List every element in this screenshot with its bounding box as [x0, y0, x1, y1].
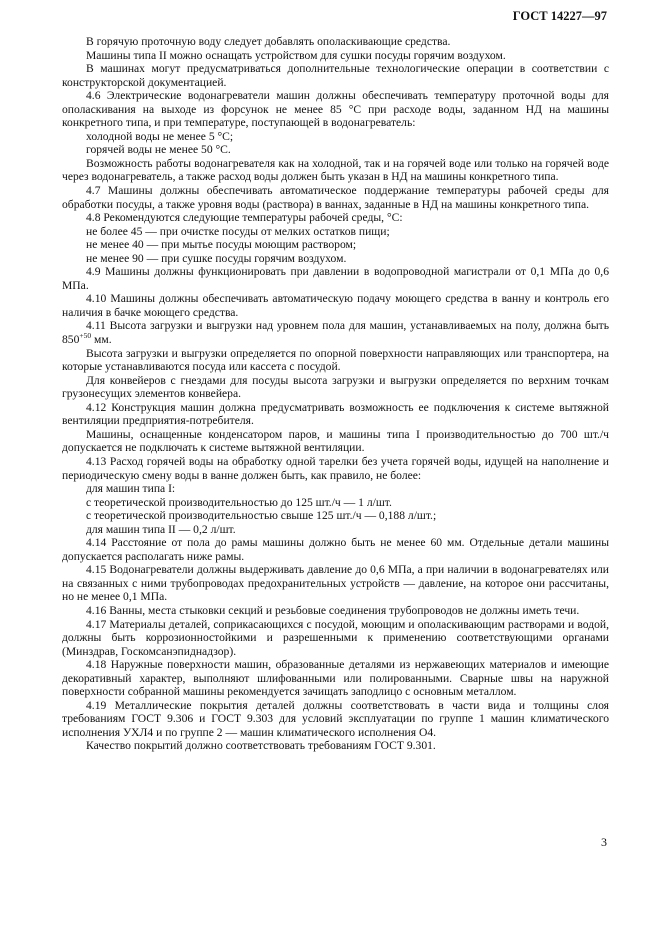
paragraph: Машины, оснащенные конденсатором паров, и машины типа I производительностью до 700 шт./ч допускается не подключать к системе вытяжной вентиляции. [62, 427, 609, 455]
document-code: ГОСТ 14227—97 [512, 9, 607, 23]
paragraph-group [62, 347, 609, 753]
tolerance-superscript: +50 [79, 331, 92, 341]
page-number: 3 [601, 835, 607, 849]
paragraph: В горячую проточную воду следует добавлять ополаскивающие средства. [86, 35, 451, 48]
paragraph: Качество покрытий должно соответствовать требованиям ГОСТ 9.301. [86, 739, 436, 753]
paragraph: Высота загрузки и выгрузки определяется по опорной поверхности направляющих или транспортера, на которые устанавливаются посуда или кассета с посудой. [62, 346, 609, 374]
paragraph: горячей воды не менее 50 °С. [86, 143, 231, 157]
paragraph: Возможность работы водонагревателя как на холодной, так и на горячей воде или только на горячей воде через водонагреватель, а также расход воды должен быть указан в НД на машины конкретного типа. [62, 156, 609, 184]
paragraph: не менее 40 — при мытье посуды моющим раствором; [86, 238, 357, 252]
paragraph: 4.12 Конструкция машин должна предусматривать возможность ее подключения к системе вытяжной вентиляции предприятия-потребителя. [62, 400, 609, 428]
document-body [62, 35, 609, 753]
paragraph-text: 4.11 Высота загрузки и выгрузки над уровнем пола для машин, устанавливаемых на полу, должна быть 850 [62, 319, 609, 347]
paragraph: холодной воды не менее 5 °С; [86, 129, 234, 143]
paragraph: В машинах могут предусматриваться дополнительные технологические операции в соответствии с конструкторской документацией. [62, 62, 609, 89]
paragraph: 4.6 Электрические водонагреватели машин должны обеспечивать температуру проточной воды для ополаскивания на выходе из форсунок не менее 85 °С при расходе воды, заданном НД на машины конкретного типа, и при температуре, поступающей в водонагреватель: [62, 89, 609, 130]
paragraph: 4.15 Водонагреватели должны выдерживать давление до 0,6 МПа, а при наличии в водонагревателях или на связанных с ними трубопроводах предохранительных устройств — давление, на которое они рассчитаны, но не менее 0,1 МПа. [62, 563, 609, 604]
paragraph-text: мм. [91, 333, 112, 347]
paragraph-4-11 [62, 319, 609, 346]
paragraph: Машины типа II можно оснащать устройством для сушки посуды горячим воздухом. [86, 48, 506, 62]
paragraph: не менее 90 — при сушке посуды горячим воздухом. [86, 251, 347, 265]
paragraph: для машин типа II — 0,2 л/шт. [86, 522, 236, 536]
paragraph: 4.13 Расход горячей воды на обработку одной тарелки без учета горячей воды, идущей на наполнение и периодическую смену воды в ванне должен быть, как правило, не более: [62, 454, 609, 482]
paragraph: 4.18 Наружные поверхности машин, образованные деталями из нержавеющих материалов и имеющие декоративный характер, выполняют шлифованными или полированными. Сварные швы на наружной поверхности собранной машины рекомендуется зачищать заподлицо с основным металлом. [62, 658, 609, 699]
paragraph: 4.9 Машины должны функционировать при давлении в водопроводной магистрали от 0,1 МПа до 0,6 МПа. [62, 265, 609, 292]
paragraph: не более 45 — при очистке посуды от мелких остатков пищи; [86, 224, 390, 238]
paragraph: для машин типа I: [86, 482, 176, 496]
paragraph: с теоретической производительностью свыше 125 шт./ч — 0,188 л/шт.; [86, 509, 437, 523]
paragraph: 4.10 Машины должны обеспечивать автоматическую подачу моющего средства в ванну и контроль его наличия в бачке моющего средства. [62, 292, 609, 319]
paragraph: 4.14 Расстояние от пола до рамы машины должно быть не менее 60 мм. Отдельные детали машины допускается располагать ниже рамы. [62, 536, 609, 563]
paragraph: 4.17 Материалы деталей, соприкасающихся с посудой, моющим и ополаскивающим растворами и водой, должны быть коррозионностойкими и разрешенными к применению соответствующими органами (Минздрав, Госкомсанэпиднадзор). [62, 617, 609, 658]
paragraph: 4.8 Рекомендуются следующие температуры рабочей среды, °С: [86, 211, 403, 225]
paragraph: 4.19 Металлические покрытия деталей должны соответствовать в части вида и толщины слоя требованиям ГОСТ 9.306 и ГОСТ 9.303 для условий эксплуатации по группе 1 машин климатического исполнения УХЛ4 и по группе 2 — машин климатического исполнения О4. [62, 698, 609, 739]
paragraph: 4.16 Ванны, места стыковки секций и резьбовые соединения трубопроводов не должны иметь течи. [86, 603, 580, 617]
paragraph-group [62, 35, 609, 319]
paragraph: с теоретической производительностью до 125 шт./ч — 1 л/шт. [86, 495, 392, 509]
paragraph: Для конвейеров с гнездами для посуды высота загрузки и выгрузки определяется по верхним точкам грузонесущих элементов конвейера. [62, 373, 609, 401]
paragraph: 4.7 Машины должны обеспечивать автоматическое поддержание температуры рабочей среды для обработки посуды, а также уровня воды (раствора) в ваннах, заданные в НД на машины конкретного типа. [62, 184, 609, 211]
